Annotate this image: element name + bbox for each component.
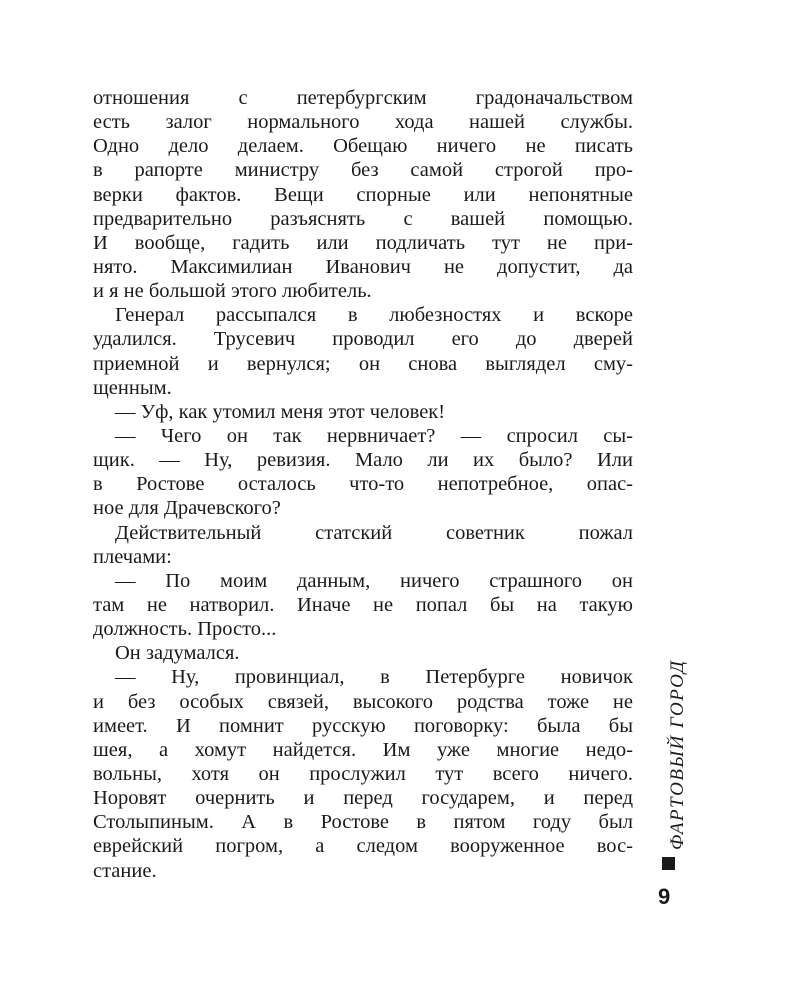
body-text (93, 86, 633, 883)
text-line: вольны, хотя он прослужил тут всего ничего. (93, 762, 633, 785)
text-line: приемной и вернулся; он снова выглядел смy- (93, 352, 633, 375)
text-line: должность. Просто... (93, 618, 277, 641)
text-line: И вообще, гадить или подличать тут не при- (93, 231, 633, 254)
text-line: Одно дело делаем. Обещаю ничего не писать (93, 135, 633, 158)
text-line: еврейский погром, а следом вооруженное вос- (93, 835, 633, 858)
text-line: — Ну, провинциал, в Петербурге новичок (115, 666, 633, 689)
square-marker-icon (662, 857, 675, 870)
text-line: — По моим данным, ничего страшного он (115, 569, 633, 592)
text-line: Он задумался. (115, 642, 240, 665)
text-line: плечами: (93, 545, 172, 568)
text-line: в Ростове осталось что-то непотребное, опас- (93, 473, 633, 496)
text-line: Столыпиным. А в Ростове в пятом году был (93, 811, 633, 834)
text-line: там не натворил. Иначе не попал бы на такую (93, 593, 633, 616)
text-line: имеет. И помнит русскую поговорку: была бы (93, 714, 633, 737)
text-line: и без особых связей, высокого родства тоже не (93, 690, 633, 713)
text-line: отношения с петербургским градоначальством (93, 87, 633, 109)
text-line: нято. Максимилиан Иванович не допустит, да (93, 255, 633, 278)
text-line: удалился. Трусевич проводил его до дверей (93, 328, 633, 351)
text-line: есть залог нормального хода нашей службы. (93, 111, 633, 134)
text-line: и я не большой этого любитель. (93, 280, 372, 303)
text-line: шея, а хомут найдется. Им уже многие недо- (93, 738, 633, 761)
text-line: Норовят очернить и перед государем, и перед (93, 787, 633, 810)
text-line: — Чего он так нервничает? — спросил сы- (115, 424, 633, 447)
text-line: — Уф, как утомил меня этот человек! (115, 400, 446, 423)
page-number: 9 (658, 884, 671, 909)
text-line: ное для Драчевского? (93, 497, 281, 520)
running-title: ФАРТОВЫЙ ГОРОД (667, 659, 688, 850)
text-line: верки фактов. Вещи спорные или непонятные (93, 183, 633, 206)
text-line: Генерал рассыпался в любезностях и вскоре (115, 304, 633, 327)
text-line: щик. — Ну, ревизия. Мало ли их было? Или (93, 449, 633, 472)
text-line: Действительный статский советник пожал (115, 521, 633, 544)
text-line: щенным. (93, 376, 172, 399)
text-line: предварительно разъяснять с вашей помощью. (93, 207, 633, 230)
text-line: в рапорте министру без самой строгой про- (93, 159, 633, 182)
text-line: стание. (93, 859, 157, 882)
